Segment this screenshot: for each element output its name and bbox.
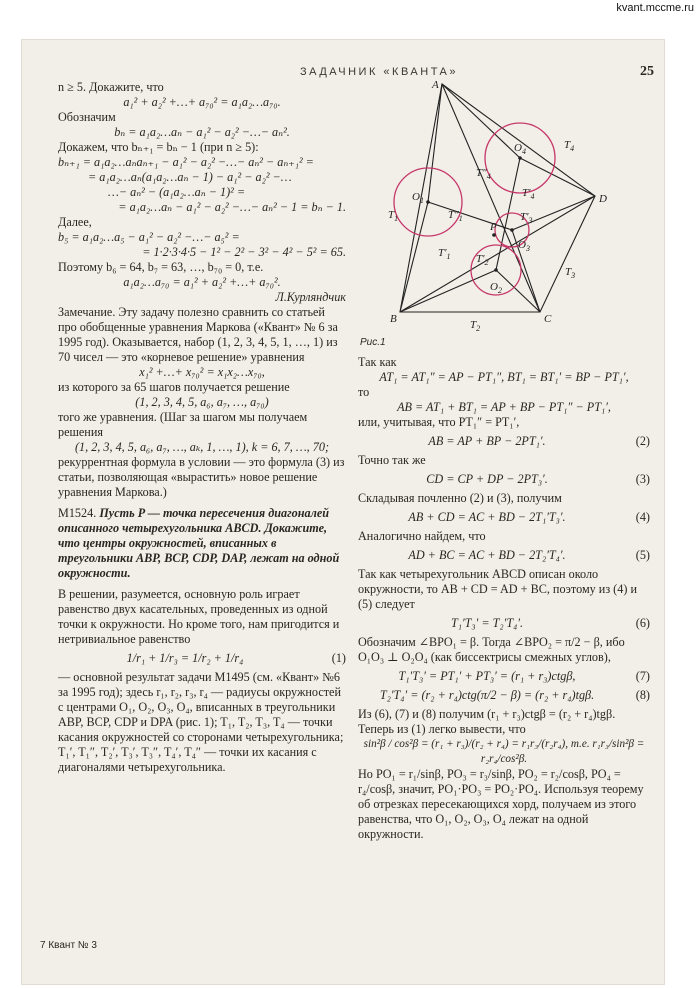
text-line: Обозначим [58,110,116,124]
text-line: Так как четырехугольник ABCD описан около окружности, то AB + CD = AD + BC, поэтому из (4) и (5) следует [358,567,637,611]
text-line: Далее, [58,215,92,229]
equation: AB + CD = AC + BD − 2T₁′T₃′. [408,510,566,524]
text-line: Точно так же [358,453,426,467]
equation: AD + BC = AC + BD − 2T₂′T₄′. [408,548,566,562]
formula: (1, 2, 3, 4, 5, a₆, a₇, …, a₇₀) [135,395,269,409]
author-signature: Л.Курляндчик [275,290,346,304]
text-line: Докажем, что bₙ₊₁ = bₙ − 1 (при n ≥ 5): [58,140,259,154]
site-watermark[interactable]: kvant.mccme.ru [616,2,694,14]
equation-number: (2) [635,434,650,448]
geometry-figure [360,78,650,340]
label-p: P [490,221,497,233]
formula: a₁² + a₂² +…+ a₇₀² = a₁a₂…a₇₀. [123,95,281,109]
formula: …− aₙ² − (a₁a₂…aₙ − 1)² = [108,185,246,199]
text-line: Из (6), (7) и (8) получим (r₁ + r₃)ctgβ = (r₂ + r₄)tgβ. Теперь из (1) легко вывести, что [358,707,616,736]
text-line: рекуррентная формула в условии — это формула (3) из статьи, позволяющая «вырастить» новое решение уравнения Маркова.) [58,455,345,499]
text-line: Складывая почленно (2) и (3), получим [358,491,562,505]
equation-number: (6) [635,616,650,630]
label-o1: $O_1$ [412,191,424,205]
formula: a₁a₂…a₇₀ = a₁² + a₂² +…+ a₇₀². [123,275,281,289]
text-line: Но PO₁ = r₁/sinβ, PO₃ = r₃/sinβ, PO₂ = r₂/cosβ, PO₄ = r₄/cosβ, значит, PO₁·PO₃ = PO₂·PO₄. Используя теорему об отрезках пересекающихся хорд, получаем из этого равенства, что O₁, O₂, O₃, O₄ лежат на одной окружности. [358,767,644,841]
remark-paragraph: Замечание. Эту задачу полезно сравнить со статьей про обобщенные уравнения Маркова («Квант» № 6 за 1995 год). Оказывается, набор (1, 2, 3, 4, 5, 1, …, 1) из 70 чисел — это «корневое решение» уравнения [58,305,338,364]
equation-row [358,548,650,563]
problem-text: Пусть P — точка пересечения диагоналей описанного четырехугольника ABCD. Докажите, что центры окружностей, вписанных в треугольники ABP, BCP, CDP, DAP, лежат на одной окружности. [58,506,340,580]
formula: sin²β / cos²β = (r₁ + r₃)/(r₂ + r₄) = r₁r₃/(r₂r₄), т.е. r₁r₃/sin²β = r₂r₄/cos²β. [363,738,645,765]
label-t2p: $T'_2$ [476,253,489,267]
page-number: 25 [640,64,654,79]
label-c: C [544,313,552,325]
text-line: то [358,385,370,399]
equation-row [358,434,650,449]
equation: 1/r₁ + 1/r₃ = 1/r₂ + 1/r₄ [126,651,244,665]
label-b: B [390,313,397,325]
right-column [358,355,650,842]
left-column [58,80,346,775]
label-t4p: $T'_4$ [522,187,535,201]
equation: CD = CP + DP − 2PT₃′. [426,472,548,486]
label-t1: $T_1$ [388,209,399,223]
problem-number: М1524. [58,506,97,520]
formula: = 1·2·3·4·5 − 1² − 2² − 3² − 4² − 5² = 65. [142,245,346,259]
text-line: того же уравнения. (Шаг за шагом мы получаем решения [58,410,308,439]
formula: (1, 2, 3, 4, 5, a₆, a₇, …, aₖ, 1, …, 1), k = 6, 7, …, 70; [74,440,330,454]
text-line: n ≥ 5. Докажите, что [58,80,164,94]
problem-statement [58,506,346,581]
page-footer: 7 Квант № 3 [40,940,97,951]
equation-row [358,669,650,684]
label-t4: $T_4$ [564,139,575,153]
label-o2: $O_2$ [490,281,502,295]
equation-number: (8) [635,688,650,702]
formula: AT₁ = AT₁″ = AP − PT₁″, BT₁ = BT₁′ = BP − PT₁′, [379,370,629,384]
label-t4pp: $T''_4$ [476,167,491,181]
equation-row [358,616,650,631]
text-line: из которого за 65 шагов получается решение [58,380,290,394]
formula: x₁² +…+ x₇₀² = x₁x₂…x₇₀, [139,365,265,379]
label-o3: $O_3$ [518,239,530,253]
equation: AB = AP + BP − 2PT₁′. [428,434,546,448]
equation-number: (3) [635,472,650,486]
label-t1pp: $T''_1$ [448,209,463,223]
equation: T₁′T₃′ = PT₁′ + PT₃′ = (r₁ + r₃)ctgβ, [398,669,576,683]
label-t2: $T_2$ [470,319,481,333]
formula: AB = AT₁ + BT₁ = AP + BP − PT₁″ − PT₁′, [397,400,611,414]
label-t3p: $T'_3$ [520,211,533,225]
equation-number: (5) [635,548,650,562]
running-header: ЗАДАЧНИК «КВАНТА» [300,66,459,78]
equation: T₂′T₄′ = (r₂ + r₄)ctg(π/2 − β) = (r₂ + r₄)tgβ. [379,688,595,702]
solution-paragraph: — основной результат задачи М1495 (см. «Квант» №6 за 1995 год); здесь r₁, r₂, r₃, r₄ — радиусы окружностей с центрами O₁, O₂, O₃, O₄, вписанных в треугольники ABP, BCP, CDP и DPA (рис. 1); T₁, T₂, T₃, T₄ — точки касания окружностей со сторонами четырехугольника; T₁′, T₁″, T₂′, T₃′, T₃″, T₄′, T₄″ — точки их касания с диагоналями четырехугольника. [58,670,344,774]
equation-number: (4) [635,510,650,524]
formula: = a₁a₂…aₙ(a₁a₂…aₙ − 1) − a₁² − a₂² −… [88,170,292,184]
figure-labels [388,79,607,333]
solution-paragraph: В решении, разумеется, основную роль играет равенство двух касательных, проведенных из одной точки к окружности. Но кроме того, нам пригодится и нетривиальное равенство [58,587,340,646]
formula: = a₁a₂…aₙ − a₁² − a₂² −…− aₙ² − 1 = bₙ − 1. [118,200,346,214]
equation-number: (7) [635,669,650,683]
formula: bₙ₊₁ = a₁a₂…aₙaₙ₊₁ − a₁² − a₂² −…− aₙ² − aₙ₊₁² = [58,155,314,169]
label-t1p: $T'_1$ [438,247,451,261]
equation: T₁′T₃′ = T₂′T₄′. [450,616,524,630]
text-line: Аналогично найдем, что [358,529,486,543]
label-t3: $T_3$ [565,266,576,280]
figure-caption: Рис.1 [360,337,386,348]
text-line: Обозначим ∠BPO₁ = β. Тогда ∠BPO₂ = π/2 − β, ибо O₁O₃ ⊥ O₂O₄ (как биссектрисы смежных углов), [358,635,625,664]
equation-row [358,472,650,487]
label-o4: $O_4$ [514,142,526,156]
text-line: Поэтому b₆ = 64, b₇ = 63, …, b₇₀ = 0, т.е. [58,260,264,274]
label-d: D [599,193,607,205]
equation-row [58,651,346,666]
label-a: A [432,79,439,91]
text-line: Так как [358,355,397,369]
equation-number: (1) [331,651,346,665]
equation-row [358,510,650,525]
formula: b₅ = a₁a₂…a₅ − a₁² − a₂² −…− a₅² = [58,230,240,244]
text-line: или, учитывая, что PT₁″ = PT₁′, [358,415,520,429]
equation-row [358,688,650,703]
formula: bₙ = a₁a₂…aₙ − a₁² − a₂² −…− aₙ². [114,125,290,139]
